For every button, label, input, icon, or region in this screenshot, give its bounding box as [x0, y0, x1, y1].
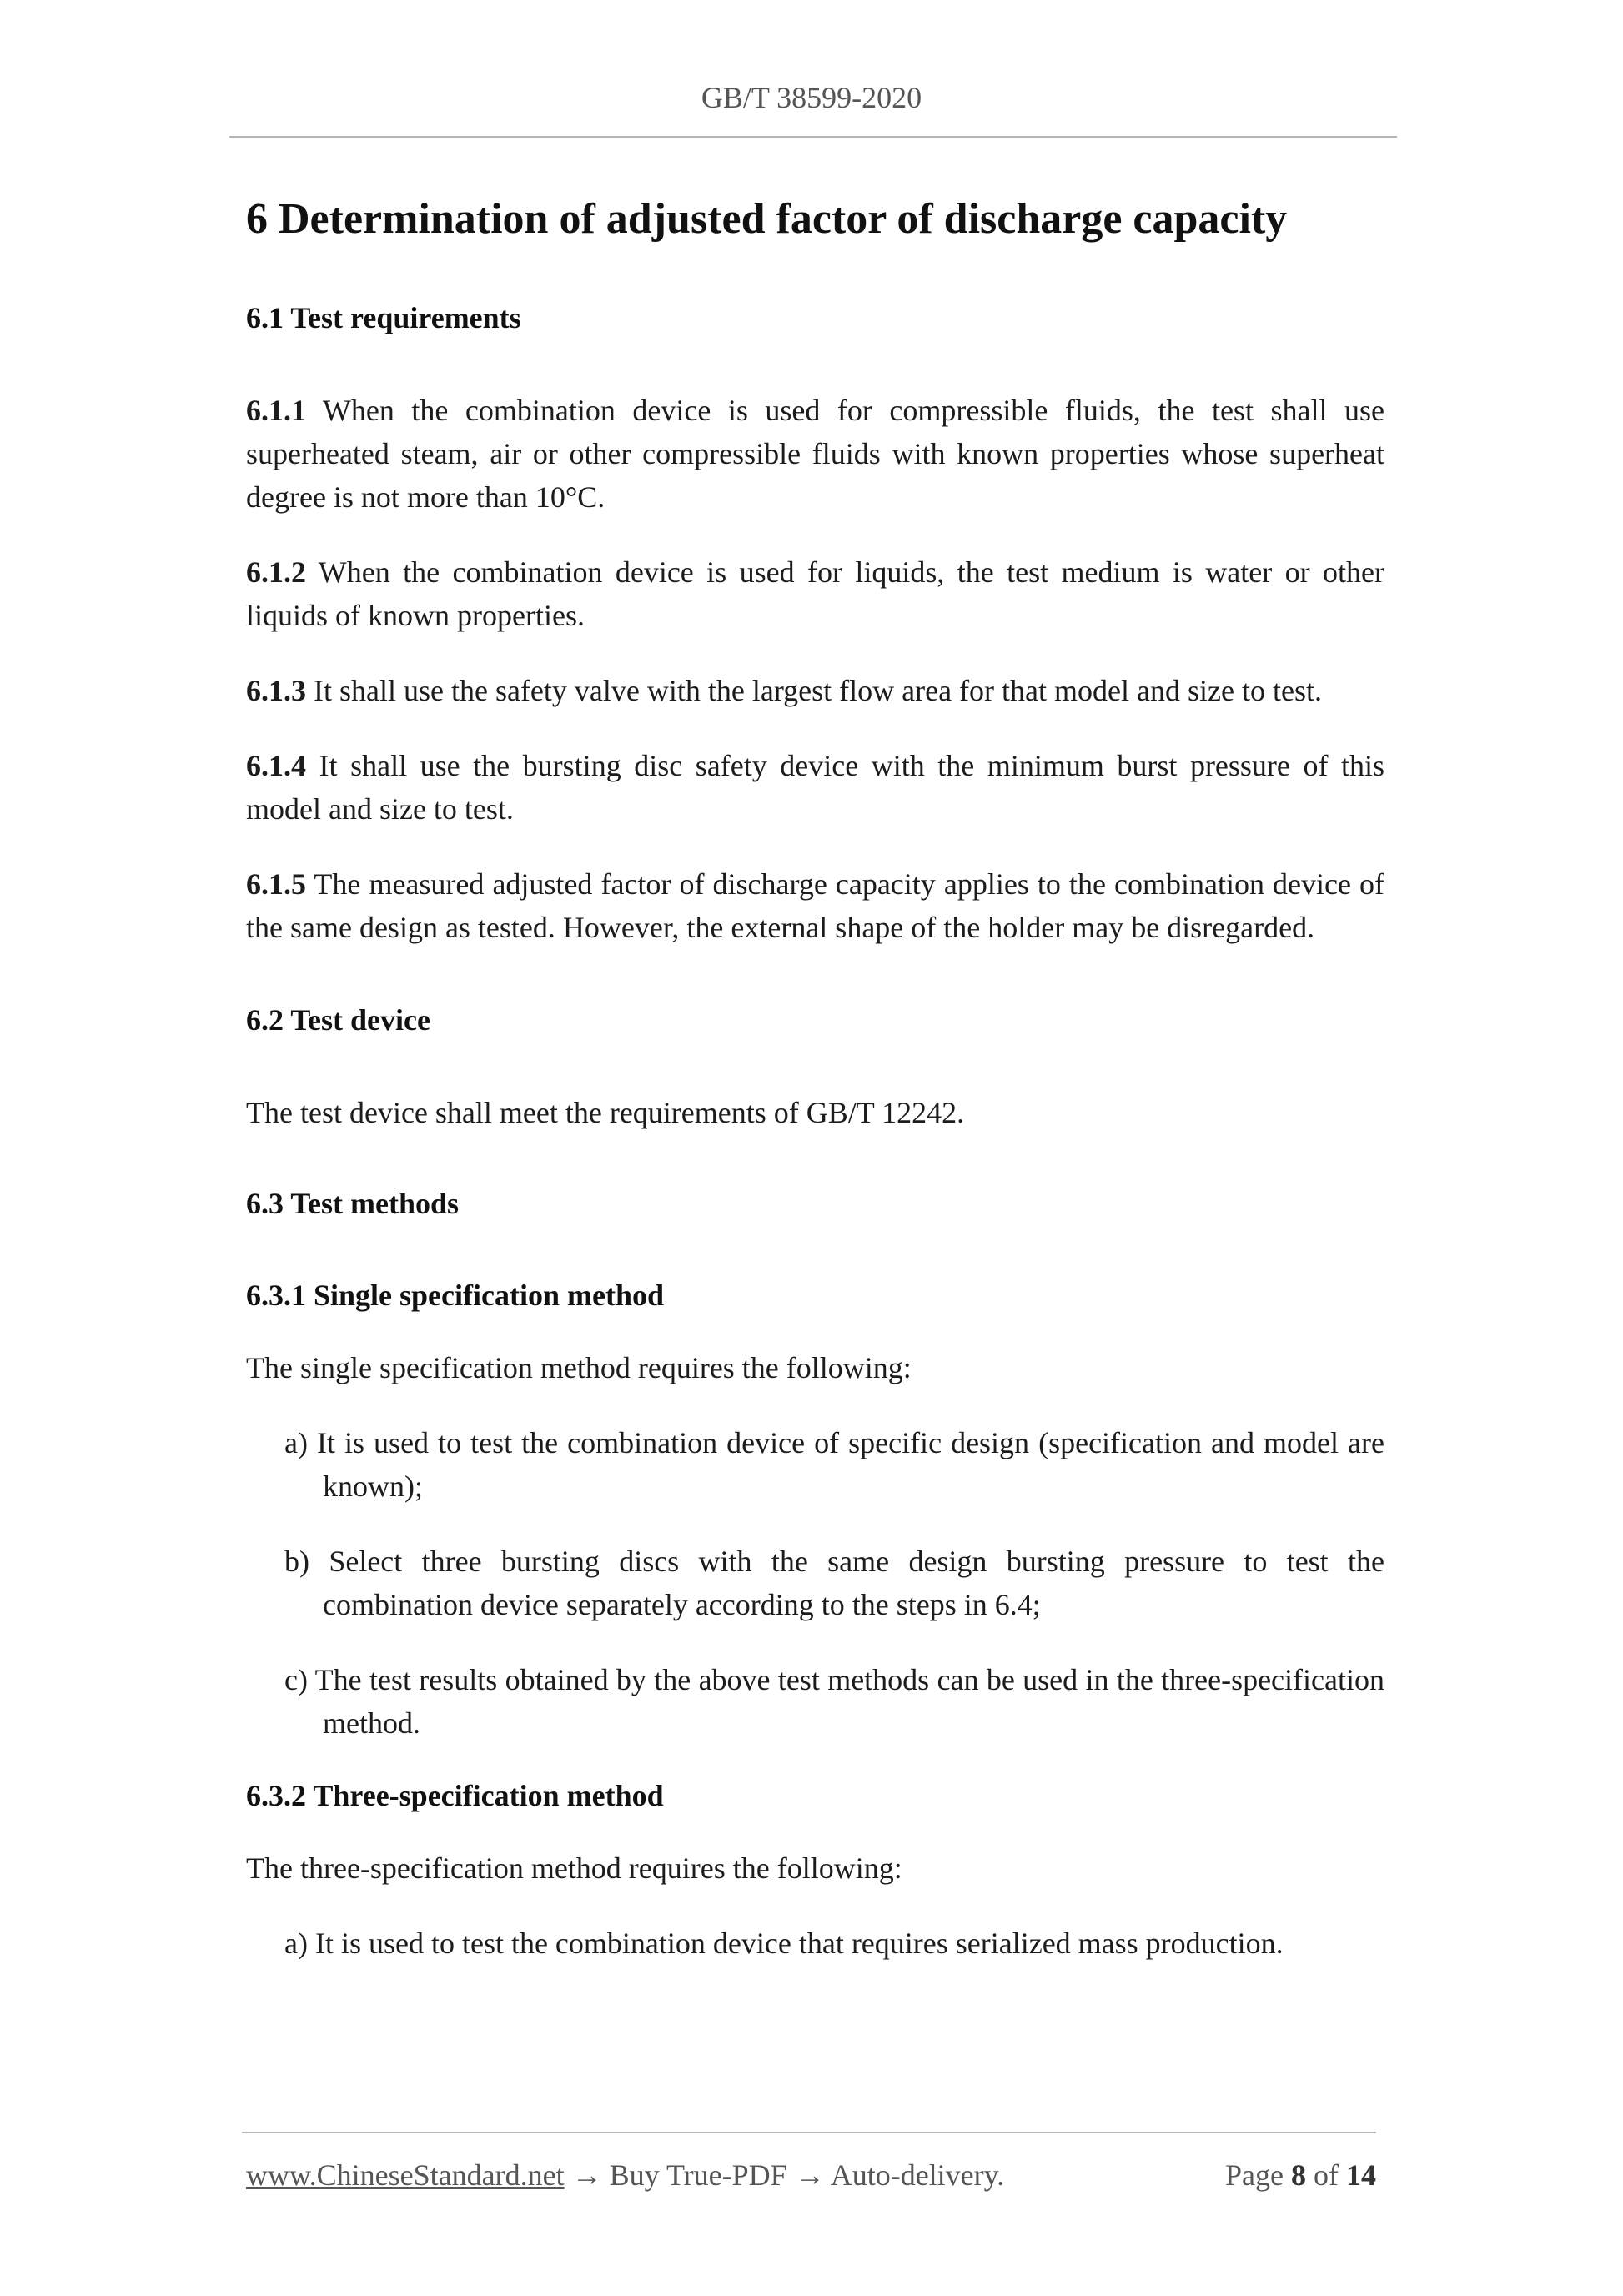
test-device-text: The test device shall meet the requirements of GB/T 12242.: [246, 1096, 965, 1129]
page-number: 8: [1291, 2158, 1306, 2192]
website-link[interactable]: www.ChineseStandard.net: [246, 2158, 565, 2192]
arrow-right-icon: →: [571, 2158, 602, 2192]
clause-text: The measured adjusted factor of discharge capacity applies to the combination device of the same design as tested. However, the external shape of the holder may be disregarded.: [246, 867, 1384, 944]
clause-text: It shall use the safety valve with the largest flow area for that model and size to test.: [314, 674, 1322, 707]
subsection-6-3-2-title: 6.3.2 Three-specification method: [246, 1779, 664, 1812]
clause-text: When the combination device is used for compressible fluids, the test shall use superheated steam, air or other compressible fluids with known properties whose superheat degree is not more than 10°C.: [246, 394, 1384, 514]
page-indicator: [1225, 2154, 1376, 2196]
subsection-6-3-1-title: 6.3.1 Single specification method: [246, 1279, 664, 1312]
clause-6-1-2: [246, 550, 1384, 637]
three-spec-intro: The three-specification method requires the following:: [246, 1851, 902, 1885]
header-standard-code: GB/T 38599-2020: [701, 81, 922, 114]
list-item: b) Select three bursting discs with the same design bursting pressure to test the combination device separately according to the steps in 6.4;: [284, 1545, 1384, 1621]
single-spec-intro: The single specification method requires the following:: [246, 1351, 912, 1384]
of-label: of: [1314, 2158, 1339, 2192]
clause-number: 6.1.4: [246, 749, 306, 782]
section-title: 6 Determination of adjusted factor of discharge capacity: [246, 195, 1288, 243]
clause-number: 6.1.2: [246, 555, 306, 589]
page-footer: [246, 2154, 1376, 2196]
buy-true-pdf-text: Buy True-PDF: [609, 2158, 787, 2192]
clause-6-1-5: [246, 862, 1384, 949]
page-total: 14: [1346, 2158, 1376, 2192]
page-label: Page: [1225, 2158, 1284, 2192]
list-item: c) The test results obtained by the above test methods can be used in the three-specification method.: [284, 1663, 1384, 1740]
list-item: a) It is used to test the combination device that requires serialized mass production.: [284, 1927, 1284, 1960]
arrow-right-icon: →: [794, 2158, 825, 2192]
clause-text: It shall use the bursting disc safety device with the minimum burst pressure of this model and size to test.: [246, 749, 1384, 826]
page-content: [246, 190, 1384, 1965]
list-item: a) It is used to test the combination device of specific design (specification and model are known);: [284, 1426, 1384, 1503]
header-divider: [229, 136, 1397, 138]
clause-6-1-1: [246, 389, 1384, 519]
clause-6-1-3: [246, 669, 1384, 712]
subsection-6-3-title: 6.3 Test methods: [246, 1187, 460, 1220]
footer-divider: [242, 2132, 1376, 2133]
clause-6-1-4: [246, 744, 1384, 831]
subsection-6-2-title: 6.2 Test device: [246, 1003, 430, 1037]
clause-number: 6.1.1: [246, 394, 306, 427]
clause-number: 6.1.5: [246, 867, 306, 901]
clause-text: When the combination device is used for liquids, the test medium is water or other liquids of known properties.: [246, 555, 1384, 632]
clause-number: 6.1.3: [246, 674, 306, 707]
subsection-6-1-title: 6.1 Test requirements: [246, 301, 521, 334]
auto-delivery-text: Auto-delivery.: [830, 2158, 1005, 2192]
